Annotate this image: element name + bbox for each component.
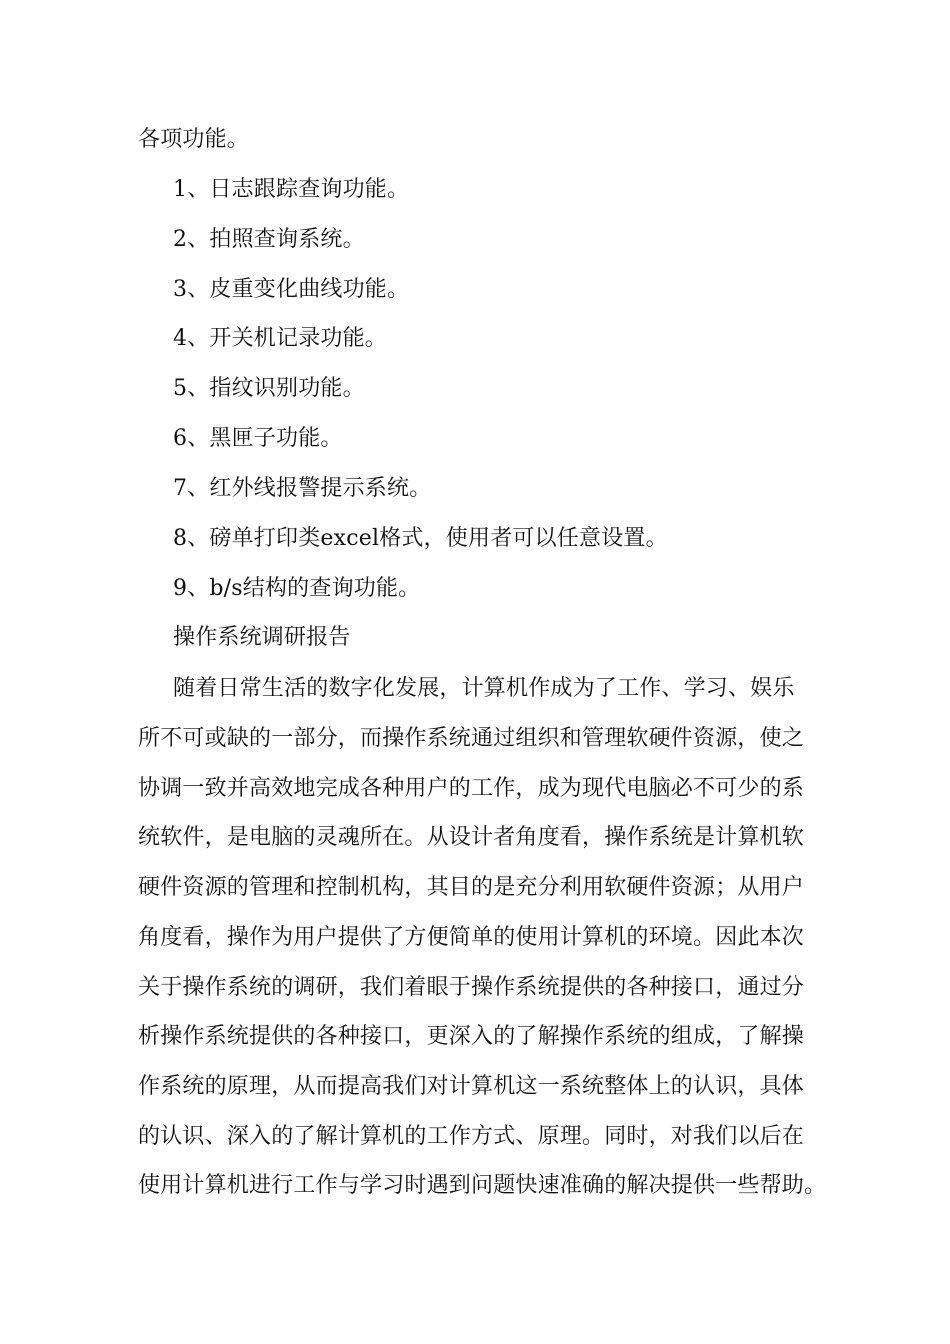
feature-item: 8、磅单打印类excel格式，使用者可以任意设置。 (173, 526, 668, 551)
paragraph-line: 关于操作系统的调研，我们着眼于操作系统提供的各种接口，通过分 (138, 975, 805, 1000)
feature-item: 5、指纹识别功能。 (173, 376, 365, 401)
paragraph-line: 协调一致并高效地完成各种用户的工作，成为现代电脑必不可少的系 (138, 776, 805, 801)
paragraph-line: 统软件，是电脑的灵魂所在。从设计者角度看，操作系统是计算机软 (138, 825, 805, 850)
paragraph-line: 所不可或缺的一部分，而操作系统通过组织和管理软硬件资源，使之 (138, 726, 805, 751)
feature-item: 7、红外线报警提示系统。 (173, 476, 432, 501)
paragraph-line: 随着日常生活的数字化发展，计算机作成为了工作、学习、娱乐 (173, 676, 795, 701)
feature-item: 6、黑匣子功能。 (173, 426, 343, 451)
paragraph-line: 析操作系统提供的各种接口，更深入的了解操作系统的组成，了解操 (138, 1024, 805, 1049)
paragraph-line: 作系统的原理，从而提高我们对计算机这一系统整体上的认识，具体 (138, 1074, 805, 1099)
paragraph-line: 的认识、深入的了解计算机的工作方式、原理。同时，对我们以后在 (138, 1124, 805, 1149)
paragraph-line: 角度看，操作为用户提供了方便简单的使用计算机的环境。因此本次 (138, 925, 805, 950)
feature-item: 4、开关机记录功能。 (173, 326, 387, 351)
feature-item: 3、皮重变化曲线功能。 (173, 277, 410, 302)
intro-tail-text: 各项功能。 (138, 127, 250, 152)
feature-item: 2、拍照查询系统。 (173, 227, 365, 252)
paragraph-line: 硬件资源的管理和控制机构，其目的是充分利用软硬件资源；从用户 (138, 875, 805, 900)
feature-item: 1、日志跟踪查询功能。 (173, 177, 410, 202)
section-title: 操作系统调研报告 (173, 625, 351, 650)
paragraph-line: 使用计算机进行工作与学习时遇到问题快速准确的解决提供一些帮助。 (138, 1173, 827, 1198)
feature-item: 9、b/s结构的查询功能。 (173, 576, 421, 601)
